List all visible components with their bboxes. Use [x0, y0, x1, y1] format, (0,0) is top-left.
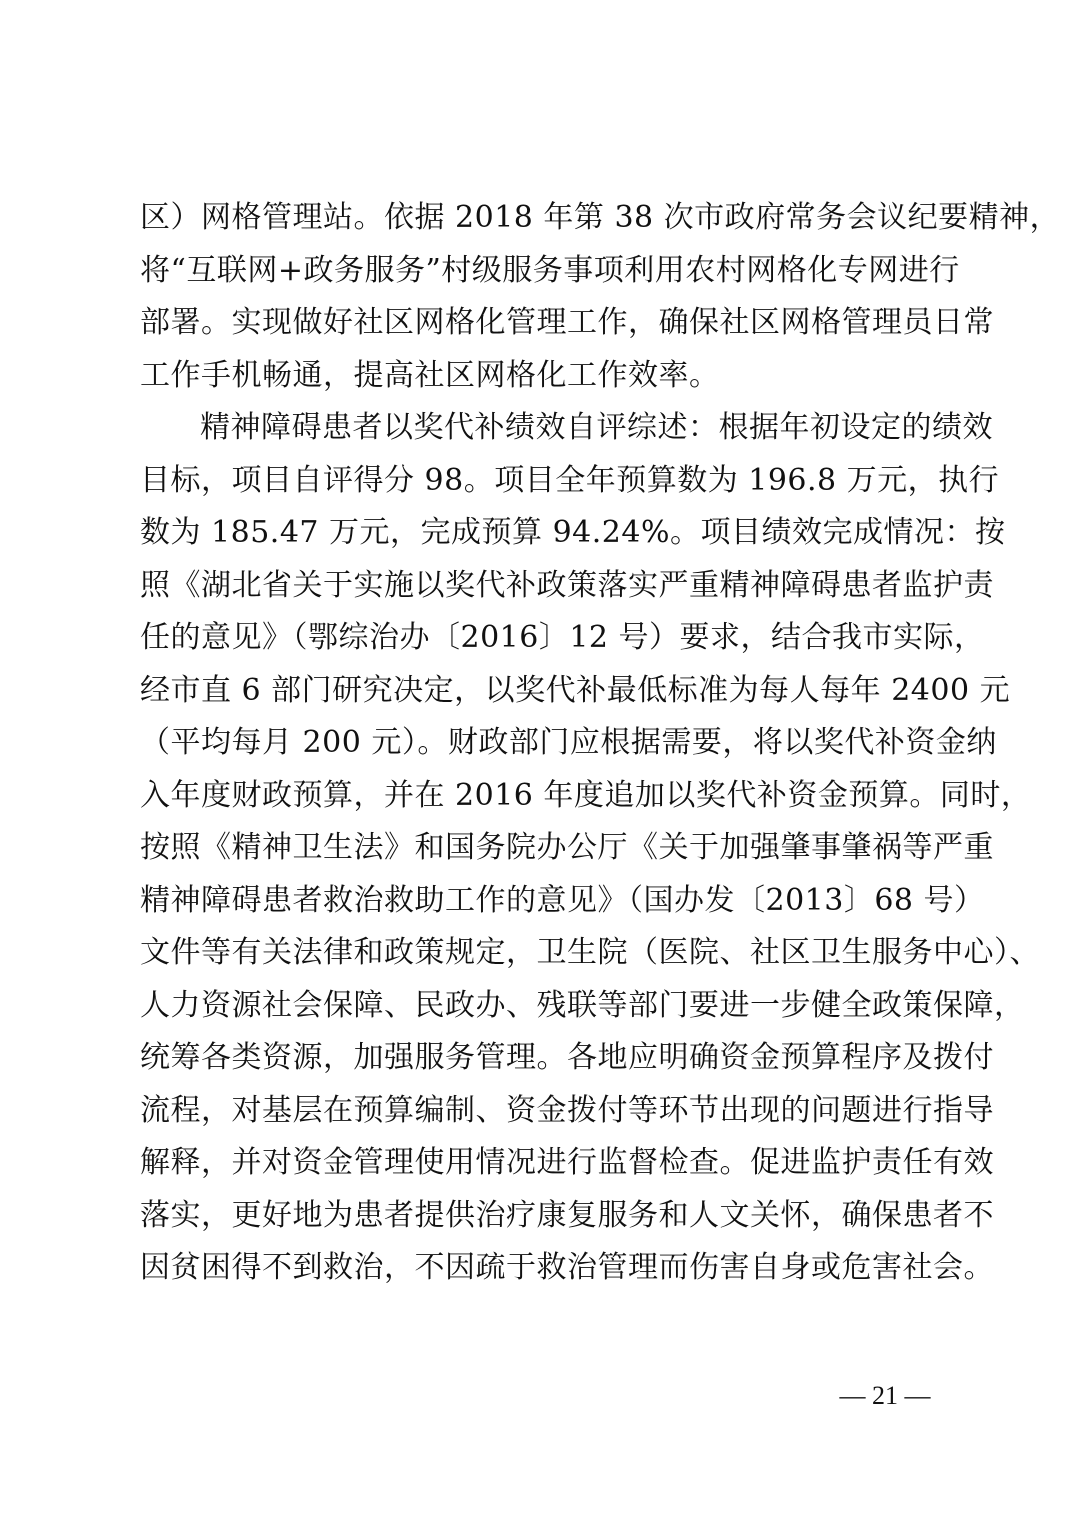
page-number: — 21 — — [839, 1381, 931, 1410]
text-line: 统筹各类资源，加强服务管理。各地应明确资金预算程序及拨付 — [140, 1040, 994, 1075]
text-line: 流程，对基层在预算编制、资金拨付等环节出现的问题进行指导 — [140, 1092, 994, 1128]
text-line: 数为 185.47 万元，完成预算 94.24%。项目绩效完成情况：按 — [140, 515, 1006, 550]
text-line: 任的意见》（鄂综治办〔2016〕12 号）要求，结合我市实际， — [140, 620, 985, 655]
text-line: 将“互联网+政务服务”村级服务事项利用农村网格化专网进行 — [140, 252, 960, 288]
text-line: 人力资源社会保障、民政办、残联等部门要进一步健全政策保障， — [140, 987, 1025, 1023]
text-line: 精神障碍患者救治救助工作的意见》（国办发〔2013〕68 号） — [140, 882, 985, 918]
text-line: 落实，更好地为患者提供治疗康复服务和人文关怀，确保患者不 — [140, 1197, 994, 1233]
text-line: 因贫困得不到救治，不因疏于救治管理而伤害自身或危害社会。 — [140, 1250, 994, 1285]
text-line: 经市直 6 部门研究决定，以奖代补最低标准为每人每年 2400 元 — [140, 672, 1011, 708]
text-line: 按照《精神卫生法》和国务院办公厅《关于加强肇事肇祸等严重 — [140, 830, 994, 865]
text-line: 照《湖北省关于实施以奖代补政策落实严重精神障碍患者监护责 — [140, 567, 994, 603]
text-line: 部署。实现做好社区网格化管理工作，确保社区网格管理员日常 — [140, 305, 994, 340]
text-line: 目标，项目自评得分 98。项目全年预算数为 196.8 万元，执行 — [140, 462, 1000, 498]
text-line: 区）网格管理站。依据 2018 年第 38 次市政府常务会议纪要精神， — [140, 200, 1061, 235]
body-text — [140, 192, 1061, 1295]
text-line: 工作手机畅通，提高社区网格化工作效率。 — [140, 357, 720, 393]
text-line: （平均每月 200 元）。财政部门应根据需要，将以奖代补资金纳 — [140, 725, 997, 760]
paragraph-first-line: 精神障碍患者以奖代补绩效自评综述：根据年初设定的绩效 — [200, 410, 993, 445]
text-line: 文件等有关法律和政策规定，卫生院（医院、社区卫生服务中心）、 — [140, 935, 1040, 970]
text-line: 解释，并对资金管理使用情况进行监督检查。促进监护责任有效 — [140, 1145, 994, 1180]
text-line: 入年度财政预算，并在 2016 年度追加以奖代补资金预算。同时， — [140, 777, 1032, 813]
